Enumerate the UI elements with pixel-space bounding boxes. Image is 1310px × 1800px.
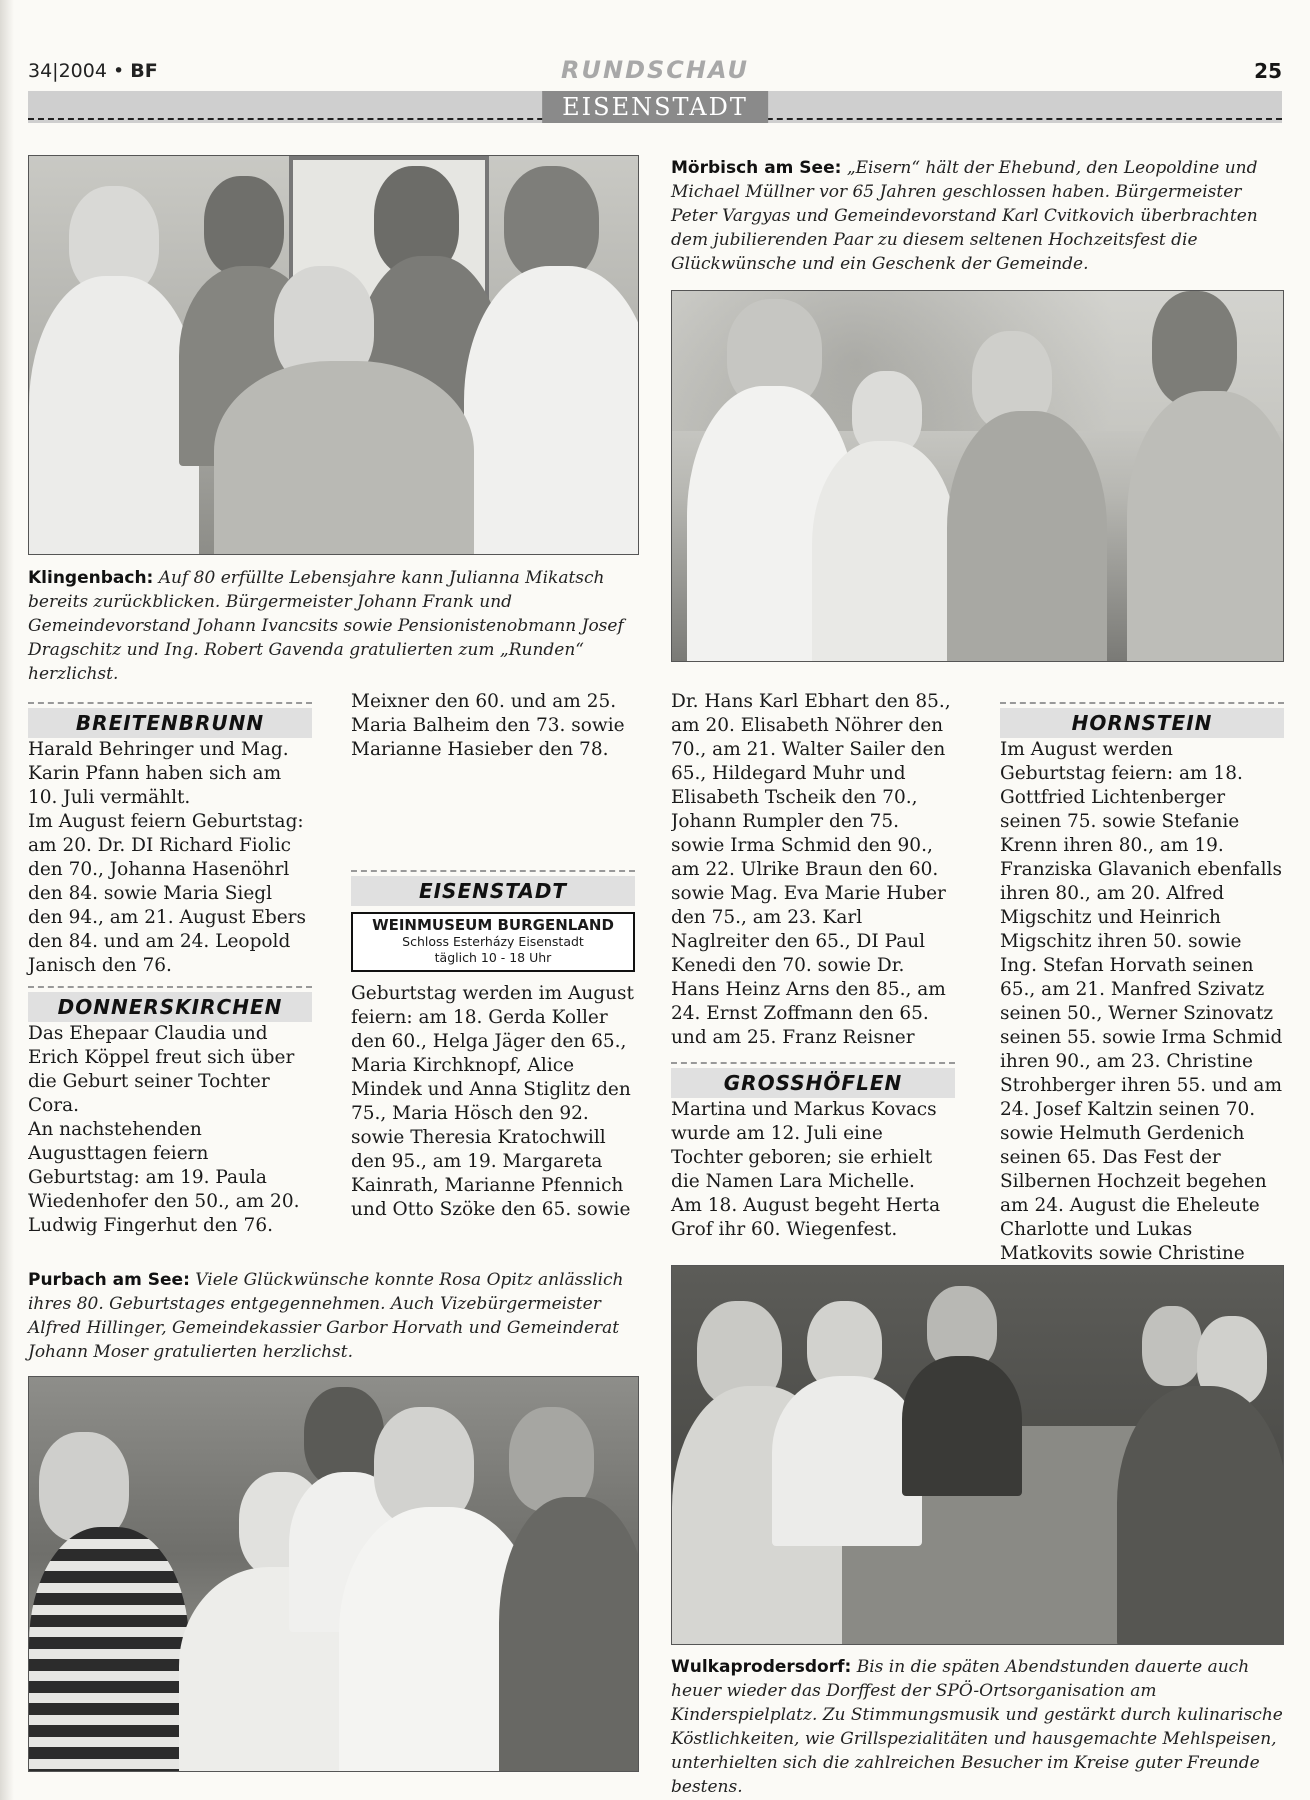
caption-wulkaprodersdorf	[671, 1655, 1286, 1799]
column-2	[351, 690, 635, 1222]
person	[29, 156, 639, 555]
ad-line: täglich 10 - 18 Uhr	[434, 950, 552, 965]
photo-moerbisch	[671, 290, 1284, 662]
heading-hornstein	[1000, 696, 1284, 738]
caption-place: Purbach am See:	[28, 1270, 190, 1290]
caption-moerbisch	[671, 156, 1281, 276]
article-paragraph: Martina und Markus Kovacs wurde am 12. Juli eine Tochter geboren; sie erhielt die Namen Lara Michelle.	[671, 1099, 937, 1192]
eisenstadt-continued: Dr. Hans Karl Ebhart den 85., am 20. Elisabeth Nöhrer den 70., am 21. Walter Sailer den 65., Hildegard Muhr und Elisabeth Tscheik den 70., Johann Rumpler den 75. sowie Irma Schmid den 90., am 22. Ulrike Braun den 60. sowie Mag. Eva Marie Huber den 75., am 23. Karl Naglreiter den 65., DI Paul Kenedi den 70. sowie Dr. Hans Heinz Arns den 85., am 24. Ernst Zoffmann den 65. und am 25. Franz Reisner	[671, 691, 951, 1048]
article-paragraph: Im August werden Geburtstag feiern: am 18. Gottfried Lichtenberger seinen 75. sowie Stefanie Krenn ihren 80., am 19. Franziska Glavanich ebenfalls ihren 80., am 20. Alfred Migschitz und Heinrich Migschitz ihren 50. sowie Ing. Stefan Horvath seinen 65., am 21. Manfred Szivatz seinen 50., Werner Szinovatz seinen 55. sowie Irma Schmid ihren 90., am 23. Christine Strohberger ihren 55. und am 24. Josef Kaltzin seinen 70. sowie Helmuth Gerdenich seinen 65. Das Fest der Silbernen Hochzeit begehen am 24. August die Eheleute Charlotte und Lukas Matkovits sowie Christine	[1000, 739, 1283, 1264]
column-3	[671, 690, 955, 1242]
column-1	[28, 690, 312, 1238]
ad-weinmuseum	[351, 912, 635, 972]
article-continuation	[671, 690, 955, 1050]
caption-text: Auf 80 erfüllte Lebensjahre kann Julianna Mikatsch bereits zurückblicken. Bürgermeister Johann Frank und Gemeindevorstand Johann Ivancsits sowie Pensionistenobmann Josef Dragschitz und Ing. Robert Gavenda gratulierten zum „Runden“ herzlichst.	[28, 568, 624, 684]
heading-grosshoeflen	[671, 1056, 955, 1098]
article-paragraph: Harald Behringer und Mag. Karin Pfann haben sich am 10. Juli vermählt.	[28, 739, 289, 808]
heading-eisenstadt	[351, 864, 635, 906]
heading-donnerskirchen	[28, 980, 312, 1022]
photo-purbach	[28, 1376, 639, 1772]
column-4	[1000, 690, 1284, 1290]
article-paragraph: Im August feiern Geburtstag: am 20. Dr. DI Richard Fiolic den 70., Johanna Hasenöhrl den 84. sowie Maria Siegl den 94., am 21. August Ebers den 84. und am 24. Leopold Janisch den 76.	[28, 811, 306, 976]
caption-text: „Eisern“ hält der Ehebund, den Leopoldine und Michael Müllner vor 65 Jahren geschlossen haben. Bürgermeister Peter Vargyas und Gemeindevorstand Karl Cvitkovich überbrachten dem jubilierenden Paar zu diesem seltenen Hochzeitsfest die Glückwünsche und ein Geschenk der Gemeinde.	[671, 158, 1258, 274]
heading-text: BREITENBRUNN	[28, 708, 312, 738]
caption-text: Bis in die späten Abendstunden dauerte auch heuer wieder das Dorffest der SPÖ-Ortsorganisation am Kinderspielplatz. Zu Stimmungsmusik und gestärkt durch kulinarische Köstlichkeiten, wie Grillspezialitäten und hausgemachte Mehlspeisen, unterhielten sich die zahlreichen Besucher im Kreise guter Freunde bestens.	[671, 1657, 1283, 1797]
caption-place: Mörbisch am See:	[671, 158, 842, 178]
heading-text: EISENSTADT	[351, 876, 635, 906]
caption-place: Wulkaprodersdorf:	[671, 1657, 852, 1677]
page-edge-shadow	[0, 0, 14, 1800]
caption-text: Viele Glückwünsche konnte Rosa Opitz anlässlich ihres 80. Geburtstages entgegennehmen. Auch Vizebürgermeister Alfred Hillinger, Gemeindekassier Garbor Horvath und Gemeinderat Johann Moser gratulierten herzlichst.	[28, 1270, 624, 1362]
donnerskirchen-continued: Meixner den 60. und am 25. Maria Balheim den 73. sowie Marianne Hasieber den 78.	[351, 691, 625, 760]
caption-place: Klingenbach:	[28, 568, 154, 588]
article-paragraph: Am 18. August begeht Herta Grof ihr 60. Wiegenfest.	[671, 1195, 941, 1240]
ad-line: Schloss Esterházy Eisenstadt	[402, 934, 584, 949]
heading-breitenbrunn	[28, 696, 312, 738]
heading-text: GROSSHÖFLEN	[671, 1068, 955, 1098]
ad-title: WEINMUSEUM BURGENLAND	[372, 916, 614, 934]
paper-name: BF	[130, 60, 158, 82]
photo-klingenbach	[28, 155, 639, 555]
article-continuation	[351, 690, 635, 858]
page-title: RUNDSCHAU	[561, 56, 749, 84]
bullet: •	[112, 60, 125, 82]
caption-klingenbach	[28, 566, 636, 686]
photo-wulkaprodersdorf	[671, 1265, 1284, 1645]
section-bar	[28, 91, 1282, 123]
person	[672, 1266, 1284, 1645]
heading-text: DONNERSKIRCHEN	[28, 992, 312, 1022]
person	[672, 291, 1284, 662]
article-paragraph: Geburtstag werden im August feiern: am 18. Gerda Koller den 60., Helga Jäger den 65., Maria Kirchknopf, Alice Mindek und Anna Stiglitz den 75., Maria Hösch den 92. sowie Theresia Kratochwill den 95., am 19. Margareta Kainrath, Marianne Pfennich und Otto Szöke den 65. sowie	[351, 983, 634, 1220]
heading-text: HORNSTEIN	[1000, 708, 1284, 738]
article-paragraph: Das Ehepaar Claudia und Erich Köppel freut sich über die Geburt seiner Tochter Cora.	[28, 1023, 295, 1116]
section-label: EISENSTADT	[542, 91, 768, 123]
article-paragraph: An nachstehenden Augusttagen feiern Geburtstag: am 19. Paula Wiedenhofer den 50., am 20. Ludwig Fingerhut den 76.	[28, 1119, 300, 1236]
caption-purbach	[28, 1268, 638, 1364]
issue-number: 34|2004	[28, 60, 107, 82]
person	[29, 1377, 639, 1772]
page-number: 25	[1254, 59, 1282, 83]
